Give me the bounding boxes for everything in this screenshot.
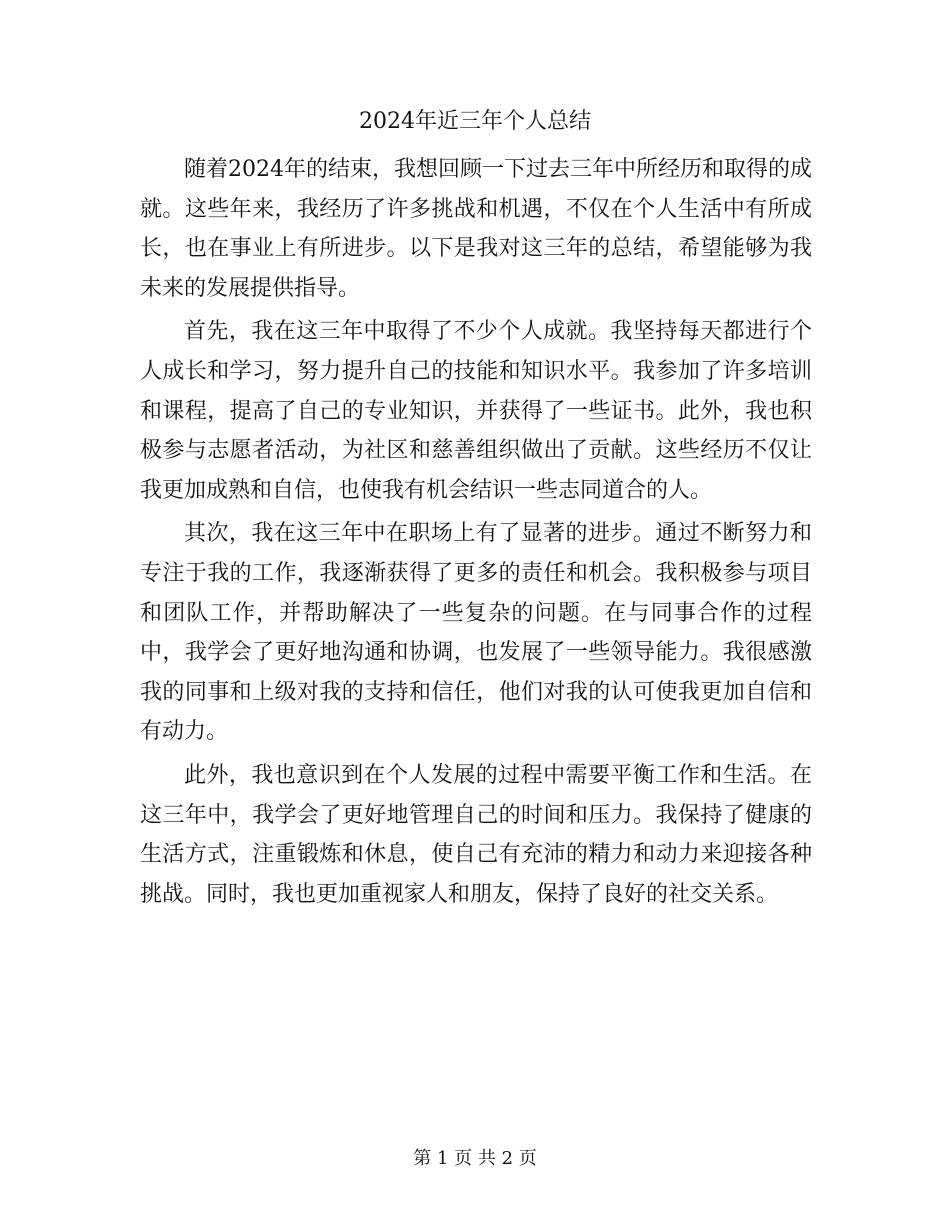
paragraph-intro: 随着2024年的结束，我想回顾一下过去三年中所经历和取得的成就。这些年来，我经历了许多挑战和机遇，不仅在个人生活中有所成长，也在事业上有所进步。以下是我对这三年的总结，希望能够为我未来的发展提供指导。 [140,157,812,301]
document-title: 2024年近三年个人总结 [359,109,591,134]
paragraph-career-progress: 其次，我在这三年中在职场上有了显著的进步。通过不断努力和专注于我的工作，我逐渐获得了更多的责任和机会。我积极参与项目和团队工作，并帮助解决了一些复杂的问题。在与同事合作的过程中，我学会了更好地沟通和协调，也发展了一些领导能力。我很感激我的同事和上级对我的支持和信任，他们对我的认可使我更加自信和有动力。 [140,521,812,745]
page-number-footer: 第 1 页 共 2 页 [413,1148,537,1169]
document-body [140,150,812,918]
paragraph-personal-achievements: 首先，我在这三年中取得了不少个人成就。我坚持每天都进行个人成长和学习，努力提升自己的技能和知识水平。我参加了许多培训和课程，提高了自己的专业知识，并获得了一些证书。此外，我也积极参与志愿者活动，为社区和慈善组织做出了贡献。这些经历不仅让我更加成熟和自信，也使我有机会结识一些志同道合的人。 [140,319,812,503]
paragraph-work-life-balance: 此外，我也意识到在个人发展的过程中需要平衡工作和生活。在这三年中，我学会了更好地管理自己的时间和压力。我保持了健康的生活方式，注重锻炼和休息，使自己有充沛的精力和动力来迎接各种挑战。同时，我也更加重视家人和朋友，保持了良好的社交关系。 [140,762,812,907]
